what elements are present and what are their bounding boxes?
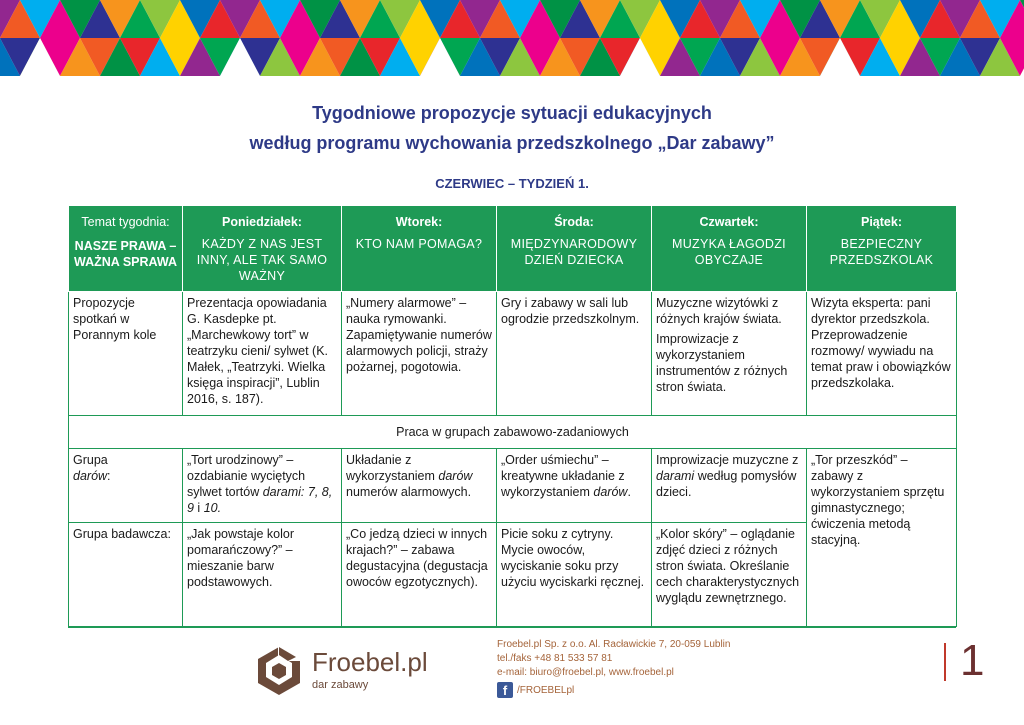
- day-header-friday: [807, 206, 957, 292]
- text-part: .: [627, 485, 631, 499]
- text-part: „Order uśmiechu” – kreatywne układanie z wykorzystaniem: [501, 453, 625, 499]
- day-topic: KTO NAM POMAGA?: [355, 237, 483, 251]
- facebook-icon[interactable]: f: [497, 682, 513, 698]
- text-italic: 10.: [203, 501, 222, 515]
- document-title-line-1: Tygodniowe propozycje sytuacji edukacyjnych: [312, 103, 712, 123]
- cell-wednesday: Gry i zabawy w sali lub ogrodzie przedszkolnym.: [497, 292, 652, 416]
- text-part: numerów alarmowych.: [346, 485, 472, 499]
- theme-label: Temat tygodnia:: [81, 215, 170, 229]
- text-part: i: [193, 501, 204, 515]
- cell-tuesday: „Co jedzą dzieci w innych krajach?” – zabawa degustacyjna (degustacja owoców egzotycznych).: [342, 523, 497, 627]
- table-header-row: [69, 206, 957, 292]
- day-header-thursday: [652, 206, 807, 292]
- cell-monday: „Jak powstaje kolor pomarańczowy?” – mieszanie barw podstawowych.: [183, 523, 342, 627]
- cell-tuesday: „Numery alarmowe” – nauka rymowanki. Zapamiętywanie numerów alarmowych policji, straży pożarnej, pogotowia.: [342, 292, 497, 416]
- label-text: Grupa: [73, 453, 108, 467]
- footer-divider: [68, 627, 956, 628]
- gifts-group-row: [69, 449, 957, 523]
- day-name: Poniedziałek:: [222, 215, 302, 229]
- theme-header-cell: [69, 206, 183, 292]
- day-header-tuesday: [342, 206, 497, 292]
- row-label: Propozycje spotkań w Porannym kole: [69, 292, 183, 416]
- cell-thursday: „Kolor skóry” – oglądanie zdjęć dzieci z różnych stron świata. Określanie cech charakterystycznych wyglądu zewnętrznego.: [652, 523, 807, 627]
- weekly-plan-table: [68, 205, 957, 627]
- label-italic: darów: [73, 469, 108, 483]
- cell-tuesday: [342, 449, 497, 523]
- day-name: Piątek:: [861, 215, 902, 229]
- day-topic: MIĘDZYNARODOWY DZIEŃ DZIECKA: [510, 237, 638, 267]
- week-subtitle: CZERWIEC – TYDZIEŃ 1.: [435, 176, 589, 191]
- thursday-activity-1: Muzyczne wizytówki z różnych krajów świata.: [656, 296, 782, 326]
- theme-title: NASZE PRAWA – WAŻNA SPRAWA: [73, 239, 177, 269]
- text-part: według pomysłów dzieci.: [656, 469, 797, 499]
- label-colon: :: [107, 469, 111, 483]
- day-topic: KAŻDY Z NAS JEST INNY, ALE TAK SAMO WAŻNY: [196, 237, 328, 283]
- text-italic: darami: 7, 8, 9: [187, 485, 333, 515]
- company-email[interactable]: e-mail: biuro@froebel.pl, www.froebel.pl: [497, 667, 674, 678]
- facebook-link[interactable]: /FROEBELpl: [517, 685, 575, 696]
- group-work-heading: Praca w grupach zabawowo-zadaniowych: [69, 416, 957, 449]
- froebel-logo-icon: [256, 645, 302, 695]
- day-name: Środa:: [554, 215, 594, 229]
- text-italic: darów: [593, 485, 628, 499]
- text-part: Improwizacje muzyczne z: [656, 453, 799, 467]
- cell-friday: „Tor przeszkód” – zabawy z wykorzystaniem sprzętu gimnastycznego; ćwiczenia metodą stacyjną.: [807, 449, 957, 627]
- row-label: [69, 449, 183, 523]
- cell-wednesday: Picie soku z cytryny. Mycie owoców, wyciskanie soku przy użyciu wyciskarki ręcznej.: [497, 523, 652, 627]
- decorative-triangle-border: [0, 0, 1024, 80]
- cell-monday: [183, 449, 342, 523]
- text-italic: darami: [656, 469, 695, 483]
- cell-monday: Prezentacja opowiadania G. Kasdepke pt. „Marchewkowy tort” w teatrzyku cieni/ sylwet (K. Małek, „Teatrzyki. Wielka księga inspiracji”, Lublin 2016, s. 187).: [183, 292, 342, 416]
- document-title-line-2: według programu wychowania przedszkolnego „Dar zabawy”: [249, 133, 775, 153]
- text-italic: darów: [438, 469, 473, 483]
- group-work-row: [69, 416, 957, 449]
- text-part: Układanie z wykorzystaniem: [346, 453, 439, 483]
- cell-thursday: [652, 292, 807, 416]
- row-label: Grupa badawcza:: [69, 523, 183, 627]
- thursday-activity-2: Improwizacje z wykorzystaniem instrumentów z różnych stron świata.: [656, 332, 788, 394]
- cell-wednesday: [497, 449, 652, 523]
- morning-circle-row: [69, 292, 957, 416]
- text-part: „Tort urodzinowy” – ozdabianie wyciętych sylwet tortów: [187, 453, 306, 499]
- day-topic: MUZYKA ŁAGODZI OBYCZAJE: [672, 237, 786, 267]
- day-header-wednesday: [497, 206, 652, 292]
- cell-thursday: [652, 449, 807, 523]
- page-number: 1: [960, 636, 985, 685]
- page-number-divider: [944, 643, 946, 681]
- brand-name: Froebel.pl: [312, 647, 428, 677]
- day-header-monday: [183, 206, 342, 292]
- day-name: Czwartek:: [699, 215, 759, 229]
- cell-friday: Wizyta eksperta: pani dyrektor przedszkola. Przeprowadzenie rozmowy/ wywiadu na temat praw i obowiązków przedszkolaka.: [807, 292, 957, 416]
- day-topic: BEZPIECZNY PRZEDSZKOLAK: [829, 237, 934, 267]
- company-phone: tel./faks +48 81 533 57 81: [497, 653, 613, 664]
- company-address: Froebel.pl Sp. z o.o. Al. Racławickie 7, 20-059 Lublin: [497, 639, 731, 650]
- day-name: Wtorek:: [395, 215, 443, 229]
- brand-tagline: dar zabawy: [312, 679, 369, 691]
